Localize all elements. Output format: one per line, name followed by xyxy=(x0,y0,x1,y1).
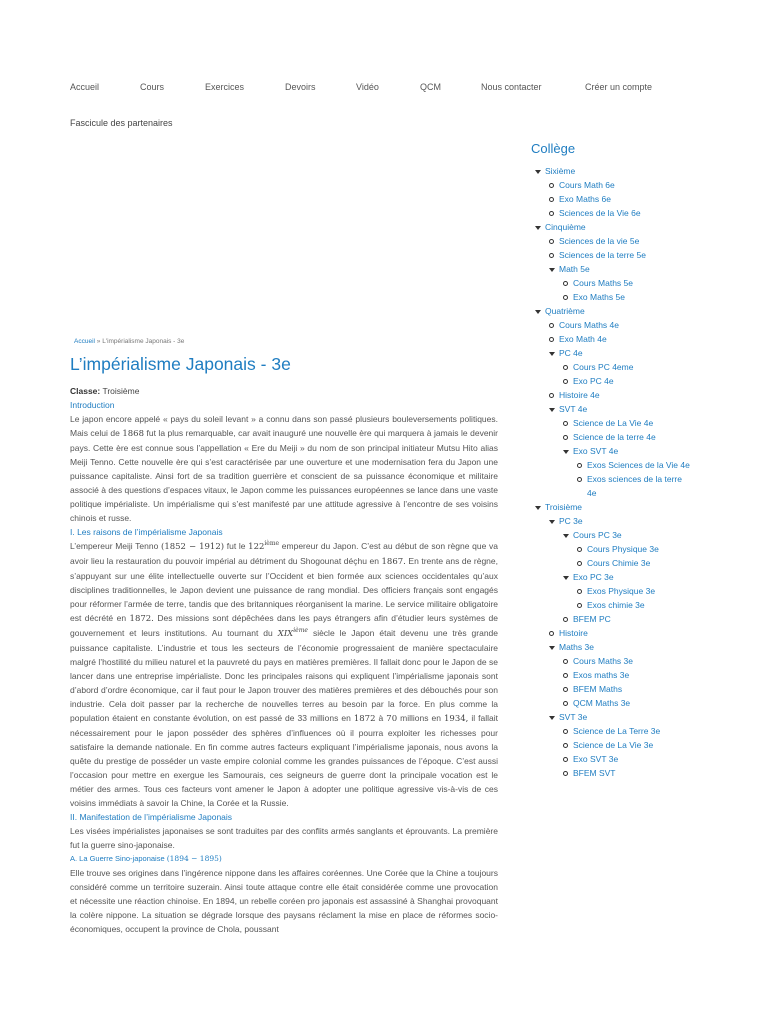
intro-text-1: Le japon encore appelé « pays du soleil levant » a connu dans son passé plusieurs bouleversements politiques. Mais celui de xyxy=(70,414,498,438)
sidebar-item-label[interactable]: SVT 3e xyxy=(559,712,588,722)
breadcrumb-home-link[interactable]: Accueil xyxy=(74,338,95,345)
sidebar-title: Collège xyxy=(531,141,576,156)
sidebar-item-label[interactable]: SVT 4e xyxy=(559,404,588,414)
bullet-icon xyxy=(563,421,568,426)
sidebar-item-label[interactable]: Exo Maths 6e xyxy=(559,194,611,204)
s1-text: il fallait nécessairement pour le japon posséder des sphères d’influences où il pourra exploiter les richesses pour satisfaire la demande nationale. En fin comme autres facteurs expliquant l’impérialisme japonais, nous avons la quête du prestige de posséder un vaste empire colonial comme les grandes puissances de l’époque. C’est aussi l’occasion pour mettre en exergue les Samourais, ces seigneurs de guerre dont la principale vocation est le métier des armes. Tous ces facteurs vont amener le Japon à adopter une politique agressive vis-à-vis de ces voisins immédiats à savoir la Chine, la Corée et la Russie. xyxy=(70,713,499,808)
math-number: 122 xyxy=(248,542,265,552)
sidebar-item[interactable] xyxy=(531,528,761,542)
nav-item-fascicule[interactable]: Fascicule des partenaires xyxy=(70,118,173,128)
breadcrumb xyxy=(74,337,498,347)
expand-triangle-icon[interactable] xyxy=(535,310,541,314)
bullet-icon xyxy=(563,295,568,300)
expand-triangle-icon[interactable] xyxy=(549,268,555,272)
bullet-icon xyxy=(549,211,554,216)
sidebar-item-label[interactable]: Cours Maths 5e xyxy=(573,278,633,288)
bullet-icon xyxy=(563,729,568,734)
sidebar-item-label[interactable]: Exos sciences de la terre xyxy=(587,474,682,484)
sidebar-item-label[interactable]: BFEM Maths xyxy=(573,684,623,694)
sidebar-item[interactable] xyxy=(531,430,761,444)
sidebar-item[interactable] xyxy=(531,234,761,248)
intro-text-2: fut la plus remarquable, car avait inauguré une nouvelle ère qui marquera à jamais le devenir pays. Cette ère est connue sous l’appellation « Ere du Meiji » du nom de son principal initiateur Mutsu Hito alias Meiji Tenno. Cette nouvelle ère qui s’est caractérisée par une ouverture et une modernisation fera du Japon une puissance capitaliste. Ainsi fort de sa tradition guerrière et conscient de sa puissance économique et militaire associé à des questions d’espaces vitaux, le Japon comme les puissances européennes se lance dans une vaste politique impérialiste. Un impérialisme qui s’est manifesté par une attitude agressive à l’encontre de ses voisins chinois et russe. xyxy=(70,428,498,523)
bullet-icon xyxy=(549,393,554,398)
section-2a-paragraph: Elle trouve ses origines dans l’ingérence nippone dans les affaires coréennes. Une Corée que la Chine a toujours considéré comme un territoire suzerain. Ainsi toute attaque contre elle était considérée comme une provocation et nécessite une réaction chinoise. En 1894, un rebelle coréen pro japonais est assassiné à Shanghai provoquant la colère nippone. La situation se dégrade lorsque des paysans réclament la mise en place de réformes socio-économiques, occupent la province de Chola, poussant xyxy=(70,868,498,934)
sidebar-item-label[interactable]: Sciences de la Vie 6e xyxy=(559,208,641,218)
bullet-icon xyxy=(563,771,568,776)
section-1-heading: I. Les raisons de l’impérialisme Japonais xyxy=(70,527,223,537)
sidebar-item[interactable] xyxy=(531,290,761,304)
sidebar-item-label[interactable]: Cours Physique 3e xyxy=(587,544,659,554)
classe-value: Troisième xyxy=(102,386,140,396)
section-2a-title: A. La Guerre Sino-japonaise xyxy=(70,854,165,863)
sidebar-item[interactable] xyxy=(531,458,761,472)
bullet-icon xyxy=(563,687,568,692)
intro-paragraph xyxy=(70,412,498,525)
math-year: 1872. xyxy=(129,614,154,624)
sidebar-item-label[interactable]: Science de La Vie 4e xyxy=(573,418,654,428)
bullet-icon xyxy=(563,281,568,286)
sidebar-item[interactable] xyxy=(531,570,761,584)
sidebar-item[interactable] xyxy=(531,500,761,514)
sidebar-item-label[interactable]: Cinquième xyxy=(545,222,586,232)
classe-label: Classe: xyxy=(70,386,101,396)
sidebar-item[interactable] xyxy=(531,304,761,318)
bullet-icon xyxy=(563,379,568,384)
bullet-icon xyxy=(549,323,554,328)
nav-item-cours[interactable]: Cours xyxy=(140,82,165,92)
sidebar-item-label[interactable]: Exo Maths 5e xyxy=(573,292,625,302)
bullet-icon xyxy=(549,631,554,636)
math-span: (1894 − 1895) xyxy=(166,854,222,863)
sidebar-item-label[interactable]: Cours Chimie 3e xyxy=(587,558,651,568)
math-roman: XIX xyxy=(277,629,294,639)
s1-text: L’empereur Meiji Tenno xyxy=(70,541,159,551)
sidebar-item-label[interactable]: Quatrième xyxy=(545,306,585,316)
expand-triangle-icon[interactable] xyxy=(549,716,555,720)
bullet-icon xyxy=(549,337,554,342)
sidebar-item[interactable] xyxy=(531,584,761,598)
s1-text: En trente ans de règne, s’appuyant sur une élite intellectuelle ouverte sur l’Occident et bien formée aux sciences occidentales qu’aux disciplines traditionnelles, le Japon devient une puissance de rang mondial. Des officiers français sont engagés pour réformer l’armée de terre, tandis que des britanniques réorganisent la marine. Le service militaire obligatoire est décrété en xyxy=(70,556,498,623)
section-1-paragraph xyxy=(70,539,498,810)
section-2-heading: II. Manifestation de l’impérialisme Japonais xyxy=(70,812,233,822)
sidebar xyxy=(531,140,761,780)
sidebar-item-label[interactable]: PC 4e xyxy=(559,348,583,358)
intro-heading: Introduction xyxy=(70,400,115,410)
sidebar-item[interactable] xyxy=(531,710,761,724)
expand-triangle-icon[interactable] xyxy=(535,170,541,174)
sidebar-item[interactable] xyxy=(531,346,761,360)
sidebar-item-label[interactable]: Exos chimie 3e xyxy=(587,600,645,610)
sidebar-item[interactable] xyxy=(531,556,761,570)
sidebar-item-label[interactable]: Sixième xyxy=(545,166,576,176)
bullet-icon xyxy=(563,743,568,748)
sidebar-item-label[interactable]: Sciences de la terre 5e xyxy=(559,250,646,260)
sidebar-item[interactable] xyxy=(531,766,761,780)
sidebar-item[interactable] xyxy=(531,388,761,402)
expand-triangle-icon[interactable] xyxy=(535,506,541,510)
sidebar-item-label[interactable]: Exo SVT 3e xyxy=(573,754,619,764)
sidebar-item[interactable] xyxy=(531,598,761,612)
bullet-icon xyxy=(577,561,582,566)
classe-line xyxy=(70,384,498,398)
sidebar-item-label[interactable]: Cours Math 6e xyxy=(559,180,615,190)
sidebar-item-label[interactable]: PC 3e xyxy=(559,516,583,526)
sidebar-item[interactable] xyxy=(531,276,761,290)
sidebar-item[interactable] xyxy=(531,360,761,374)
sidebar-item-label[interactable]: Cours Maths 4e xyxy=(559,320,619,330)
sidebar-item-label[interactable]: Troisième xyxy=(545,502,582,512)
bullet-icon xyxy=(577,477,582,482)
sidebar-item[interactable] xyxy=(531,514,761,528)
sidebar-item[interactable] xyxy=(531,248,761,262)
sidebar-item-label[interactable]: Exos Sciences de la Vie 4e xyxy=(587,460,690,470)
math-century xyxy=(278,629,308,639)
sidebar-item-label[interactable]: Exo PC 3e xyxy=(573,572,614,582)
sidebar-item-label[interactable]: 4e xyxy=(587,488,597,498)
sidebar-item[interactable] xyxy=(531,262,761,276)
s1-text: millions en xyxy=(400,713,441,723)
section-2-paragraph: Les visées impérialistes japonaises se sont traduites par des conflits armés sanglants et éprouvants. La première fut la guerre sino-japonaise. xyxy=(70,826,498,850)
sidebar-item[interactable] xyxy=(531,654,761,668)
bullet-icon xyxy=(577,589,582,594)
sidebar-item-label[interactable]: Science de La Vie 3e xyxy=(573,740,654,750)
sidebar-item-label[interactable]: Exo PC 4e xyxy=(573,376,614,386)
bullet-icon xyxy=(563,701,568,706)
nav-item-exercices[interactable]: Exercices xyxy=(205,82,245,92)
expand-triangle-icon[interactable] xyxy=(549,646,555,650)
sidebar-item[interactable] xyxy=(531,164,761,178)
expand-triangle-icon[interactable] xyxy=(563,576,569,580)
expand-triangle-icon[interactable] xyxy=(563,534,569,538)
sidebar-item[interactable] xyxy=(531,668,761,682)
s1-text: siècle le Japon était devenu une très grande puissance capitaliste. L’industrie et tous les secteurs de l’économie progressaient de manière spectaculaire malgré l’hostilité du milieu naturel et la pauvreté du pays en matières premières. Il fallait donc pour le Japon de se lancer dans une entreprise impérialiste. Donc les principales raisons qui expliquent l’impérialisme japonais sont d’abord d’ordre économique, car il faut pour le Japon trouver des matières premières et des débouchés pour son industrie. Cela doit passer par la recherche de nouvelles terres au besoin par la force. En plus comme la population étaient en constante évolution, on est passé de 33 millions en xyxy=(70,628,499,723)
math-superscript: ième xyxy=(293,627,308,635)
expand-triangle-icon[interactable] xyxy=(549,352,555,356)
sidebar-item-label[interactable]: BFEM SVT xyxy=(573,768,616,778)
sidebar-item[interactable] xyxy=(531,724,761,738)
math-ordinal xyxy=(248,542,279,552)
sidebar-item[interactable] xyxy=(531,374,761,388)
sidebar-item[interactable] xyxy=(531,682,761,696)
sidebar-item[interactable] xyxy=(531,206,761,220)
bullet-icon xyxy=(549,197,554,202)
expand-triangle-icon[interactable] xyxy=(563,450,569,454)
sidebar-item-label[interactable]: Histoire 4e xyxy=(559,390,600,400)
sidebar-tree xyxy=(531,164,761,780)
sidebar-item-label[interactable]: Exos maths 3e xyxy=(573,670,630,680)
sidebar-item-label[interactable]: Exo SVT 4e xyxy=(573,446,619,456)
sidebar-item[interactable] xyxy=(531,542,761,556)
sidebar-item-label[interactable]: Science de La Terre 3e xyxy=(573,726,661,736)
sidebar-item[interactable] xyxy=(531,444,761,458)
math-span: (1852 − 1912) xyxy=(161,542,225,552)
sidebar-item[interactable] xyxy=(531,626,761,640)
sidebar-item-label[interactable]: Exos Physique 3e xyxy=(587,586,656,596)
article xyxy=(70,337,498,936)
math-year: 1872 xyxy=(353,714,376,724)
sidebar-item-label[interactable]: Histoire xyxy=(559,628,588,638)
sidebar-item-label[interactable]: Cours Maths 3e xyxy=(573,656,633,666)
top-nav xyxy=(70,82,768,98)
section-2a-heading xyxy=(70,852,498,866)
math-year: 1867. xyxy=(381,557,406,567)
math-year: 1868 xyxy=(122,429,144,439)
bullet-icon xyxy=(577,603,582,608)
s1-text: fut le xyxy=(226,541,246,551)
sidebar-item[interactable] xyxy=(531,332,761,346)
sidebar-item-label[interactable]: BFEM PC xyxy=(573,614,611,624)
sidebar-item[interactable] xyxy=(531,696,761,710)
breadcrumb-current: L'impérialisme Japonais - 3e xyxy=(102,338,185,345)
sidebar-item[interactable] xyxy=(531,472,761,486)
s1-text: Des missions sont dépêchées dans les pays étrangers afin d’étudier leurs systèmes de gouvernement et leurs institutions. Au tournant du xyxy=(70,613,498,638)
sidebar-item[interactable] xyxy=(531,416,761,430)
math-year: 1934, xyxy=(444,714,469,724)
nav-item-video[interactable]: Vidéo xyxy=(356,82,379,92)
sidebar-item[interactable] xyxy=(531,178,761,192)
sidebar-item-label[interactable]: Exo Math 4e xyxy=(559,334,607,344)
bullet-icon xyxy=(577,547,582,552)
bullet-icon xyxy=(563,617,568,622)
bullet-icon xyxy=(549,239,554,244)
math-superscript: ième xyxy=(264,540,280,548)
bullet-icon xyxy=(563,365,568,370)
nav-item-accueil[interactable]: Accueil xyxy=(70,82,100,92)
s1-text: empereur du Japon. C’est au début de son règne que va avoir lieu la restauration du pouvoir impérial au détriment du Shogounat déçhu en xyxy=(70,541,498,566)
sidebar-item-label[interactable]: Cours PC 3e xyxy=(573,530,622,540)
nav-item-qcm[interactable]: QCM xyxy=(420,82,441,92)
sidebar-item[interactable] xyxy=(531,752,761,766)
sidebar-item[interactable] xyxy=(531,192,761,206)
bullet-icon xyxy=(549,253,554,258)
sidebar-item[interactable] xyxy=(531,402,761,416)
bullet-icon xyxy=(563,757,568,762)
breadcrumb-separator: » xyxy=(96,338,101,345)
s1-text: à xyxy=(378,713,384,723)
sidebar-item[interactable] xyxy=(531,486,761,500)
nav-item-create-account[interactable]: Créer un compte xyxy=(585,82,653,92)
sidebar-item-label[interactable]: Science de la terre 4e xyxy=(573,432,656,442)
expand-triangle-icon[interactable] xyxy=(549,408,555,412)
sidebar-item[interactable] xyxy=(531,612,761,626)
bullet-icon xyxy=(549,183,554,188)
sidebar-item-label[interactable]: Sciences de la vie 5e xyxy=(559,236,640,246)
sidebar-item[interactable] xyxy=(531,220,761,234)
bullet-icon xyxy=(563,659,568,664)
sidebar-item[interactable] xyxy=(531,640,761,654)
sidebar-item[interactable] xyxy=(531,318,761,332)
math-number: 70 xyxy=(386,714,398,724)
bullet-icon xyxy=(563,435,568,440)
nav-item-devoirs[interactable]: Devoirs xyxy=(285,82,316,92)
expand-triangle-icon[interactable] xyxy=(549,520,555,524)
sidebar-item[interactable] xyxy=(531,738,761,752)
sidebar-item-label[interactable]: Cours PC 4eme xyxy=(573,362,634,372)
nav-item-contact[interactable]: Nous contacter xyxy=(481,82,542,92)
sidebar-item-label[interactable]: Maths 3e xyxy=(559,642,594,652)
bullet-icon xyxy=(577,463,582,468)
bullet-icon xyxy=(563,673,568,678)
page-title: L’impérialisme Japonais - 3e xyxy=(70,354,291,374)
expand-triangle-icon[interactable] xyxy=(535,226,541,230)
sidebar-item-label[interactable]: QCM Maths 3e xyxy=(573,698,631,708)
sidebar-item-label[interactable]: Math 5e xyxy=(559,264,590,274)
